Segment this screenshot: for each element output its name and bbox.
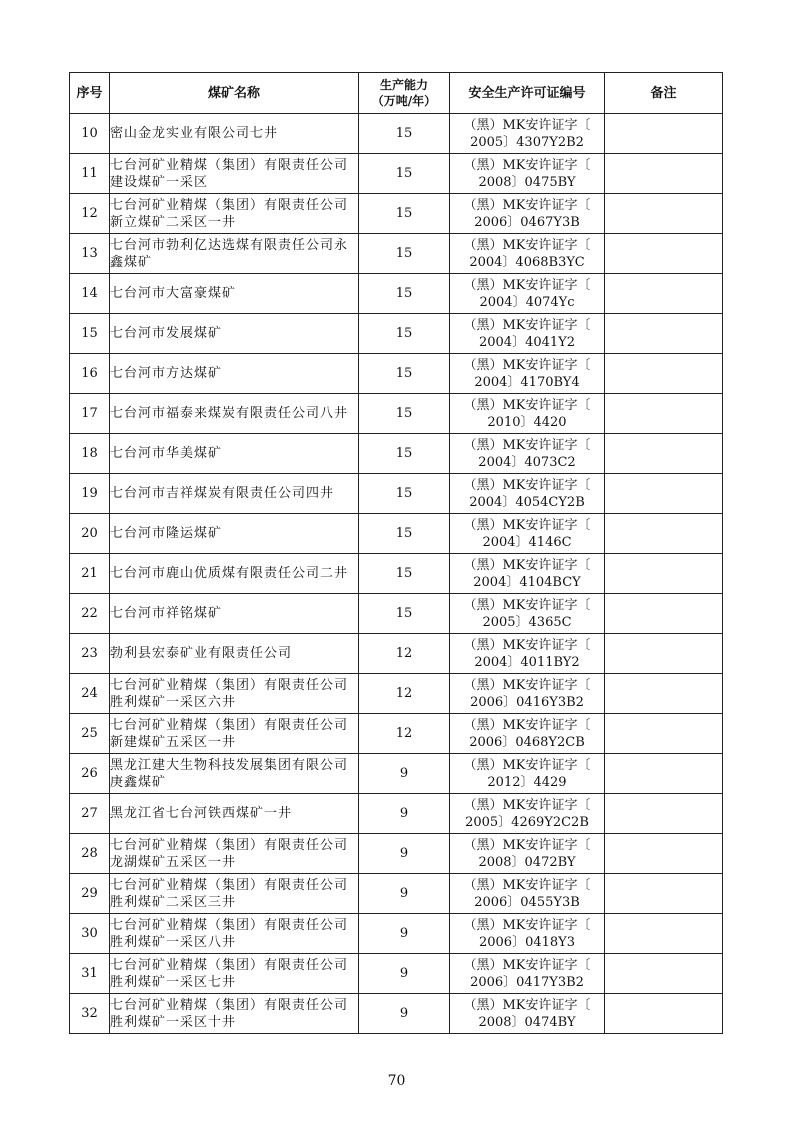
row-license-line1: （黑）MK安许证字〔 [463, 397, 591, 413]
row-license-line2: 2004〕4011BY2 [474, 654, 580, 670]
row-capacity: 15 [359, 434, 450, 474]
row-license [450, 234, 605, 274]
row-license-line2: 2004〕4170BY4 [474, 374, 580, 390]
row-license [450, 874, 605, 914]
row-license-line1: （黑）MK安许证字〔 [463, 317, 591, 333]
row-license-line1: （黑）MK安许证字〔 [463, 917, 591, 933]
row-mine-name: 七台河矿业精煤（集团）有限责任公司新立煤矿二采区一井 [110, 194, 359, 234]
row-seq: 28 [70, 834, 110, 874]
row-license-line1: （黑）MK安许证字〔 [463, 517, 591, 533]
row-note [605, 794, 723, 834]
row-license [450, 714, 605, 754]
row-capacity: 9 [359, 834, 450, 874]
row-mine-name: 七台河市华美煤矿 [110, 434, 359, 474]
row-note [605, 194, 723, 234]
row-license-line1: （黑）MK安许证字〔 [463, 957, 591, 973]
row-seq: 31 [70, 954, 110, 994]
row-mine-name: 七台河市方达煤矿 [110, 354, 359, 394]
table-row [70, 474, 723, 514]
table-row [70, 794, 723, 834]
row-license-line2: 2004〕4104BCY [473, 574, 581, 590]
row-note [605, 634, 723, 674]
row-capacity: 9 [359, 994, 450, 1034]
row-mine-name: 七台河市福泰来煤炭有限责任公司八井 [110, 394, 359, 434]
row-license-line1: （黑）MK安许证字〔 [463, 877, 591, 893]
row-capacity: 15 [359, 274, 450, 314]
row-license-line2: 2006〕0416Y3B2 [470, 694, 584, 710]
row-license-line1: （黑）MK安许证字〔 [463, 237, 591, 253]
row-license-line1: （黑）MK安许证字〔 [463, 357, 591, 373]
row-capacity: 9 [359, 914, 450, 954]
row-license-line2: 2008〕0475BY [478, 174, 576, 190]
row-mine-name: 七台河矿业精煤（集团）有限责任公司胜利煤矿一采区十井 [110, 994, 359, 1034]
row-note [605, 394, 723, 434]
row-capacity: 15 [359, 314, 450, 354]
row-license [450, 114, 605, 154]
row-seq: 12 [70, 194, 110, 234]
row-license [450, 634, 605, 674]
row-note [605, 834, 723, 874]
table-row [70, 514, 723, 554]
row-license-line1: （黑）MK安许证字〔 [463, 197, 591, 213]
table-row [70, 354, 723, 394]
table-row [70, 274, 723, 314]
row-seq: 29 [70, 874, 110, 914]
row-capacity: 9 [359, 754, 450, 794]
row-license-line2: 2010〕4420 [487, 414, 567, 430]
row-license-line2: 2005〕4307Y2B2 [470, 134, 584, 150]
table-row [70, 594, 723, 634]
row-license-line2: 2004〕4073C2 [478, 454, 576, 470]
row-seq: 23 [70, 634, 110, 674]
row-seq: 25 [70, 714, 110, 754]
row-license-line2: 2006〕0455Y3B [474, 894, 580, 910]
table-row [70, 754, 723, 794]
table-row [70, 834, 723, 874]
row-license-line2: 2004〕4054CY2B [469, 494, 585, 510]
row-seq: 19 [70, 474, 110, 514]
row-license-line2: 2005〕4269Y2C2B [465, 814, 589, 830]
row-note [605, 954, 723, 994]
row-license [450, 554, 605, 594]
row-mine-name: 七台河矿业精煤（集团）有限责任公司胜利煤矿一采区八井 [110, 914, 359, 954]
row-license-line2: 2005〕4365C [482, 614, 572, 630]
row-mine-name: 七台河市勃利亿达选煤有限责任公司永鑫煤矿 [110, 234, 359, 274]
row-seq: 20 [70, 514, 110, 554]
row-seq: 14 [70, 274, 110, 314]
row-license [450, 994, 605, 1034]
row-license-line1: （黑）MK安许证字〔 [463, 637, 591, 653]
table-row [70, 714, 723, 754]
row-mine-name: 七台河矿业精煤（集团）有限责任公司胜利煤矿二采区三井 [110, 874, 359, 914]
row-license-line1: （黑）MK安许证字〔 [463, 277, 591, 293]
row-license-line2: 2006〕0418Y3 [478, 934, 576, 950]
row-note [605, 754, 723, 794]
row-capacity: 9 [359, 874, 450, 914]
table-row [70, 314, 723, 354]
row-capacity: 15 [359, 234, 450, 274]
row-license [450, 474, 605, 514]
row-capacity: 15 [359, 394, 450, 434]
row-mine-name: 七台河矿业精煤（集团）有限责任公司新建煤矿五采区一井 [110, 714, 359, 754]
table-body [70, 114, 723, 1034]
row-seq: 18 [70, 434, 110, 474]
row-license-line2: 2004〕4146C [482, 534, 572, 550]
row-license-line1: （黑）MK安许证字〔 [463, 117, 591, 133]
row-seq: 21 [70, 554, 110, 594]
row-note [605, 994, 723, 1034]
row-license [450, 274, 605, 314]
row-seq: 26 [70, 754, 110, 794]
row-mine-name: 黑龙江建大生物科技发展集团有限公司庚鑫煤矿 [110, 754, 359, 794]
row-capacity: 15 [359, 154, 450, 194]
row-capacity: 15 [359, 354, 450, 394]
row-note [605, 674, 723, 714]
row-license [450, 394, 605, 434]
row-capacity: 12 [359, 674, 450, 714]
table-row [70, 194, 723, 234]
row-mine-name: 勃利县宏泰矿业有限责任公司 [110, 634, 359, 674]
table-row [70, 394, 723, 434]
row-license-line1: （黑）MK安许证字〔 [463, 157, 591, 173]
row-note [605, 874, 723, 914]
coal-mine-table [69, 72, 723, 1034]
row-license [450, 354, 605, 394]
header-note: 备注 [605, 73, 723, 114]
row-seq: 17 [70, 394, 110, 434]
row-note [605, 434, 723, 474]
table-row [70, 554, 723, 594]
table-row [70, 154, 723, 194]
row-license-line2: 2008〕0472BY [478, 854, 576, 870]
row-license-line2: 2008〕0474BY [478, 1014, 576, 1030]
row-license-line1: （黑）MK安许证字〔 [463, 677, 591, 693]
row-license [450, 754, 605, 794]
header-capacity-line2: （万吨/年） [371, 94, 437, 108]
table-row [70, 914, 723, 954]
row-license-line1: （黑）MK安许证字〔 [463, 597, 591, 613]
row-license-line1: （黑）MK安许证字〔 [463, 437, 591, 453]
table-row [70, 114, 723, 154]
row-capacity: 15 [359, 554, 450, 594]
row-seq: 15 [70, 314, 110, 354]
row-mine-name: 七台河市隆运煤矿 [110, 514, 359, 554]
header-license: 安全生产许可证编号 [450, 73, 605, 114]
row-note [605, 274, 723, 314]
row-note [605, 234, 723, 274]
table-row [70, 434, 723, 474]
row-license [450, 914, 605, 954]
row-license-line2: 2004〕4068B3YC [469, 254, 585, 270]
page-number: 70 [387, 1073, 406, 1089]
row-license-line2: 2006〕0467Y3B [474, 214, 580, 230]
row-license-line1: （黑）MK安许证字〔 [463, 717, 591, 733]
row-note [605, 114, 723, 154]
row-license-line1: （黑）MK安许证字〔 [463, 837, 591, 853]
row-capacity: 15 [359, 514, 450, 554]
row-license-line2: 2006〕0468Y2CB [469, 734, 585, 750]
row-note [605, 154, 723, 194]
row-mine-name: 密山金龙实业有限公司七井 [110, 114, 359, 154]
row-license-line2: 2012〕4429 [487, 774, 567, 790]
row-license [450, 674, 605, 714]
table-row [70, 234, 723, 274]
row-license-line1: （黑）MK安许证字〔 [463, 757, 591, 773]
row-license-line1: （黑）MK安许证字〔 [463, 997, 591, 1013]
row-note [605, 914, 723, 954]
row-note [605, 514, 723, 554]
row-mine-name: 七台河市大富豪煤矿 [110, 274, 359, 314]
row-mine-name: 七台河市发展煤矿 [110, 314, 359, 354]
row-seq: 11 [70, 154, 110, 194]
row-note [605, 314, 723, 354]
row-capacity: 12 [359, 714, 450, 754]
row-seq: 16 [70, 354, 110, 394]
row-note [605, 554, 723, 594]
row-mine-name: 七台河市鹿山优质煤有限责任公司二井 [110, 554, 359, 594]
table-row [70, 874, 723, 914]
row-note [605, 714, 723, 754]
header-name: 煤矿名称 [110, 73, 359, 114]
row-seq: 27 [70, 794, 110, 834]
table-row [70, 674, 723, 714]
row-note [605, 474, 723, 514]
row-note [605, 354, 723, 394]
table-row [70, 954, 723, 994]
row-seq: 10 [70, 114, 110, 154]
row-license-line2: 2004〕4074Yc [479, 294, 575, 310]
row-seq: 13 [70, 234, 110, 274]
row-capacity: 15 [359, 474, 450, 514]
row-license [450, 154, 605, 194]
row-license-line2: 2004〕4041Y2 [478, 334, 576, 350]
header-capacity-line1: 生产能力 [379, 78, 428, 92]
row-mine-name: 七台河矿业精煤（集团）有限责任公司胜利煤矿一采区七井 [110, 954, 359, 994]
row-mine-name: 七台河矿业精煤（集团）有限责任公司建设煤矿一采区 [110, 154, 359, 194]
row-capacity: 12 [359, 634, 450, 674]
row-mine-name: 七台河矿业精煤（集团）有限责任公司胜利煤矿一采区六井 [110, 674, 359, 714]
row-capacity: 9 [359, 954, 450, 994]
row-capacity: 15 [359, 114, 450, 154]
header-capacity [359, 73, 450, 114]
row-license-line1: （黑）MK安许证字〔 [463, 797, 591, 813]
table-row [70, 994, 723, 1034]
row-license-line1: （黑）MK安许证字〔 [463, 557, 591, 573]
row-seq: 24 [70, 674, 110, 714]
row-license [450, 194, 605, 234]
row-mine-name: 七台河矿业精煤（集团）有限责任公司龙湖煤矿五采区一井 [110, 834, 359, 874]
row-mine-name: 七台河市祥铭煤矿 [110, 594, 359, 634]
row-license [450, 954, 605, 994]
row-seq: 30 [70, 914, 110, 954]
row-license [450, 314, 605, 354]
row-capacity: 9 [359, 794, 450, 834]
row-license [450, 594, 605, 634]
row-mine-name: 七台河市吉祥煤炭有限责任公司四井 [110, 474, 359, 514]
row-license [450, 834, 605, 874]
header-seq: 序号 [70, 73, 110, 114]
row-note [605, 594, 723, 634]
table-row [70, 634, 723, 674]
row-seq: 32 [70, 994, 110, 1034]
row-capacity: 15 [359, 594, 450, 634]
row-seq: 22 [70, 594, 110, 634]
row-license [450, 794, 605, 834]
row-license [450, 514, 605, 554]
row-license-line1: （黑）MK安许证字〔 [463, 477, 591, 493]
row-license-line2: 2006〕0417Y3B2 [470, 974, 584, 990]
row-license [450, 434, 605, 474]
table-header-row [70, 73, 723, 114]
row-mine-name: 黑龙江省七台河铁西煤矿一井 [110, 794, 359, 834]
row-capacity: 15 [359, 194, 450, 234]
